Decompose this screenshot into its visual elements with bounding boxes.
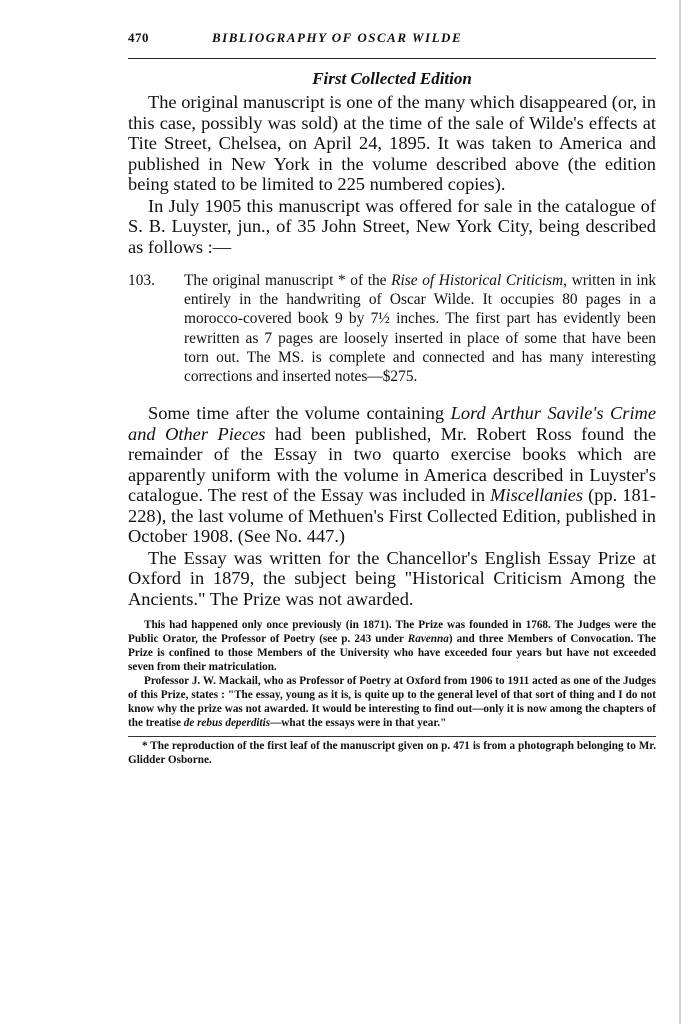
p3-text-before: Some time after the volume containing bbox=[148, 403, 451, 424]
footnote-rule bbox=[128, 736, 656, 737]
catalogue-title: Rise of Historical Criticism bbox=[391, 272, 564, 289]
p3-text-mid: had been published, Mr. Robert Ross found the remainder of the Essay in two quarto exercise books which are apparently uniform with the volume in America described in Luyster's catalogue. The rest of the Essay was included in bbox=[128, 423, 656, 506]
page-number: 470 bbox=[128, 30, 149, 45]
note-prize-history bbox=[128, 619, 656, 674]
section-title: First Collected Edition bbox=[312, 69, 472, 88]
running-header bbox=[128, 30, 656, 50]
catalogue-entry-number: 103. bbox=[128, 272, 155, 289]
paragraph-luyster-sale: In July 1905 this manuscript was offered for sale in the catalogue of S. B. Luyster, jun., of 35 John Street, New York City, being described as follows :— bbox=[128, 195, 656, 257]
catalogue-entry bbox=[128, 271, 656, 386]
note-mackail bbox=[128, 675, 656, 730]
p3-title-lord-arthur: Lord Arthur Savile's Crime and Other Pieces bbox=[128, 403, 657, 444]
catalogue-text-after: , written in ink entirely in the handwriting of Oscar Wilde. It occupies 80 pages in a morocco-covered book 9 by 7½ inches. The first part has evidently been rewritten as 7 pages are loosely inserted in place of some that have been torn out. The MS. is complete and connected and has many interesting corrections and inserted notes—$275. bbox=[184, 272, 657, 386]
note2-text-before: Professor J. W. Mackail, who as Professor of Poetry at Oxford from 1906 to 1911 acted as one of the Judges of this Prize, states : "The essay, young as it is, is quite up to the general level of that sort of thing and I do not know why the prize was not awarded. It would be interesting to find out—only it is now among the chapters of the treatise bbox=[128, 675, 656, 729]
paragraph-manuscript-history: The original manuscript is one of the many which disappeared (or, in this case, possibly was sold) at the time of the sale of Wilde's effects at Tite Street, Chelsea, on April 24, 1895. It was taken to America and published in New York in the volume described above (the edition being stated to be limited to 225 numbered copies). bbox=[128, 92, 656, 194]
book-page bbox=[128, 30, 656, 778]
paragraph-ross-remainder bbox=[128, 403, 656, 547]
note1-text-after: ) and three Members of Convocation. The Prize is confined to those Members of the University who have exceeded four years but have not exceeded seven from their matriculation. bbox=[128, 633, 656, 673]
note1-title: Ravenna bbox=[407, 633, 449, 646]
footnote: * The reproduction of the first leaf of the manuscript given on p. 471 is from a photograph belonging to Mr. Glidder Osborne. bbox=[128, 739, 656, 766]
note2-text-after: —what the essays were in that year." bbox=[270, 716, 447, 729]
running-title: BIBLIOGRAPHY OF OSCAR WILDE bbox=[212, 30, 463, 45]
paragraph-essay-prize: The Essay was written for the Chancellor's English Essay Prize at Oxford in 1879, the subject being "Historical Criticism Among the Ancients." The Prize was not awarded. bbox=[128, 547, 656, 609]
note2-title: de rebus deperditis bbox=[183, 716, 271, 729]
header-rule bbox=[128, 58, 656, 59]
catalogue-entry-text bbox=[184, 271, 656, 386]
catalogue-text-before: The original manuscript * of the bbox=[184, 272, 392, 289]
page-edge-line bbox=[679, 0, 681, 1024]
p3-text-after: (pp. 181-228), the last volume of Methuen's First Collected Edition, published in October 1908. (See No. 447.) bbox=[128, 485, 656, 547]
note1-text-before: This had happened only once previously (in 1871). The Prize was founded in 1768. The Judges were the Public Orator, the Professor of Poetry (see p. 243 under bbox=[128, 619, 656, 646]
p3-title-miscellanies: Miscellanies bbox=[490, 485, 584, 506]
